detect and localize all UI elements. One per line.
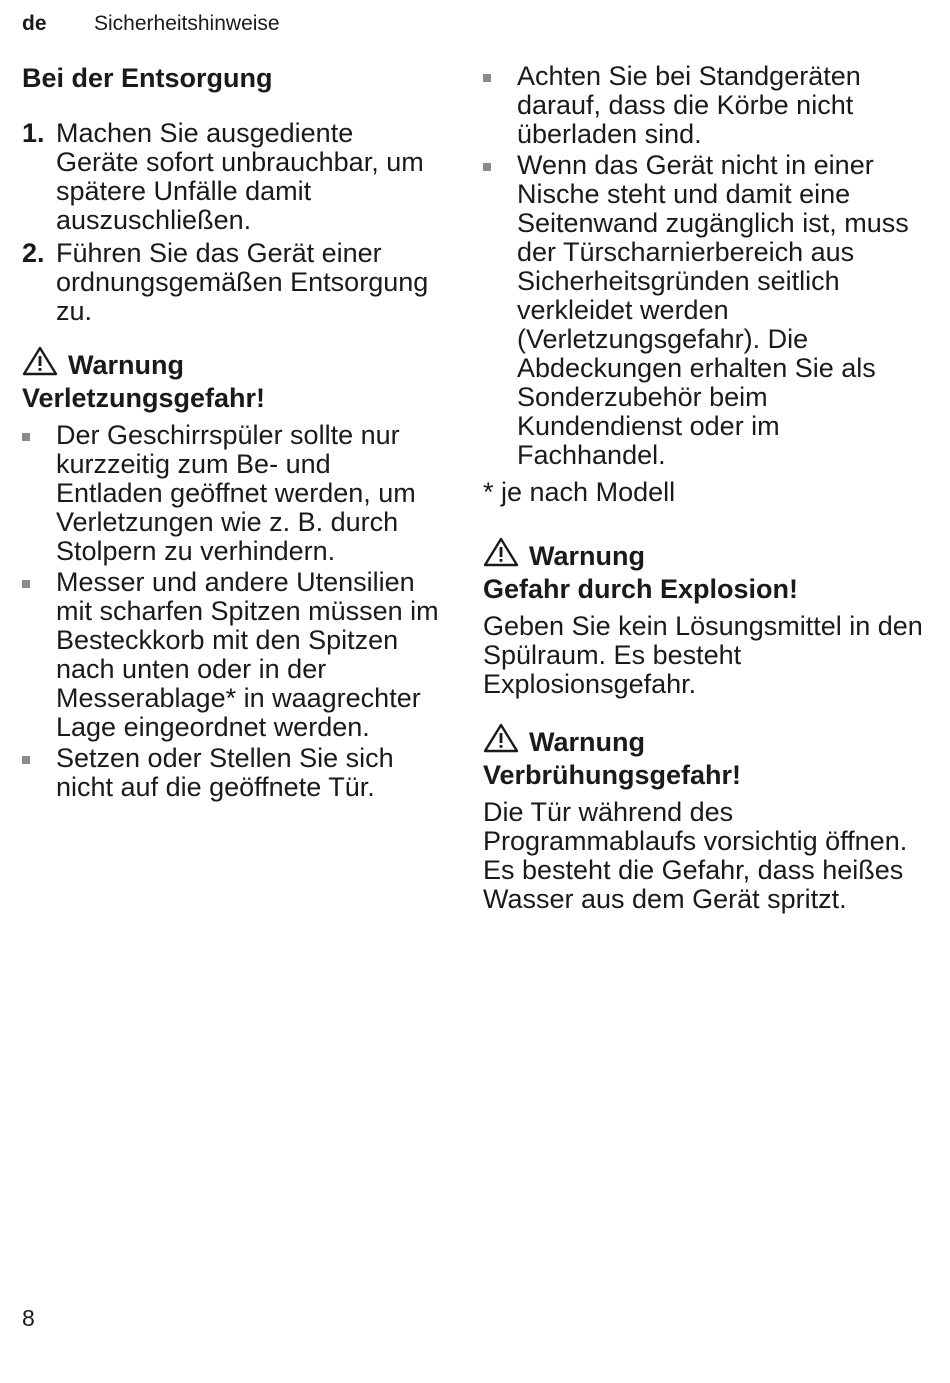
footnote: * je nach Modell	[483, 477, 676, 507]
list-item-text: Der Geschirrspüler sollte nur kurzzeitig zum Be- und Entladen geöffnet werden, um Verletzungen wie z. B. durch Stolpern zu verhindern.	[56, 420, 416, 566]
warning-triangle-icon	[22, 346, 58, 376]
list-item-text: Achten Sie bei Standgeräten darauf, dass die Körbe nicht überladen sind.	[517, 61, 861, 149]
explosion-warning	[483, 537, 923, 699]
language-code: de	[22, 12, 47, 35]
step-text: Machen Sie ausgediente Geräte sofort unbrauchbar, um spätere Unfälle damit auszuschließen.	[56, 118, 424, 235]
step-item	[22, 239, 442, 326]
page-header	[22, 11, 280, 37]
warning-text: Die Tür während des Programmablaufs vorsichtig öffnen. Es besteht die Gefahr, dass heißes Wasser aus dem Gerät spritzt.	[483, 797, 908, 914]
list-item-text: Setzen oder Stellen Sie sich nicht auf die geöffnete Tür.	[56, 743, 394, 802]
step-number: 1.	[22, 118, 45, 148]
scald-warning	[483, 723, 923, 914]
warning-hazard: Verbrühungsgefahr!	[483, 760, 742, 790]
injury-bullets	[22, 421, 442, 802]
warning-label: Warnung	[529, 727, 645, 757]
warning-label: Warnung	[68, 350, 184, 380]
disposal-title: Bei der Entsorgung	[22, 63, 273, 93]
injury-warning	[22, 346, 442, 802]
bullet-square-icon	[22, 580, 30, 588]
disposal-steps	[22, 119, 442, 326]
right-column	[483, 62, 923, 914]
page-number: 8	[22, 1305, 35, 1331]
bullet-square-icon	[483, 74, 491, 82]
list-item	[483, 151, 923, 470]
warning-label: Warnung	[529, 541, 645, 571]
list-item	[22, 421, 442, 566]
warning-triangle-icon	[483, 723, 519, 753]
warning-text: Geben Sie kein Lösungsmittel in den Spülraum. Es besteht Explosionsgefahr.	[483, 611, 923, 699]
bullet-square-icon	[22, 433, 30, 441]
section-name: Sicherheitshinweise	[94, 12, 280, 35]
list-item	[483, 62, 923, 149]
bullet-square-icon	[483, 163, 491, 171]
step-number: 2.	[22, 238, 45, 268]
list-item	[22, 744, 442, 802]
right-bullets	[483, 62, 923, 470]
list-item-text: Messer und andere Utensilien mit scharfen Spitzen müssen im Besteckkorb mit den Spitzen nach unten oder in der Messerablage* in waagrechter Lage eingeordnet werden.	[56, 567, 439, 742]
list-item	[22, 568, 442, 742]
left-column	[22, 62, 442, 804]
bullet-square-icon	[22, 756, 30, 764]
warning-hazard: Verletzungsgefahr!	[22, 383, 266, 413]
warning-triangle-icon	[483, 537, 519, 567]
list-item-text: Wenn das Gerät nicht in einer Nische steht und damit eine Seitenwand zugänglich ist, muss der Türscharnierbereich aus Sicherheitsgründen seitlich verkleidet werden (Verletzungsgefahr). Die Abdeckungen erhalten Sie als Sonderzubehör beim Kundendienst oder im Fachhandel.	[517, 150, 909, 470]
step-item	[22, 119, 442, 235]
warning-hazard: Gefahr durch Explosion!	[483, 574, 799, 604]
step-text: Führen Sie das Gerät einer ordnungsgemäßen Entsorgung zu.	[56, 238, 429, 326]
